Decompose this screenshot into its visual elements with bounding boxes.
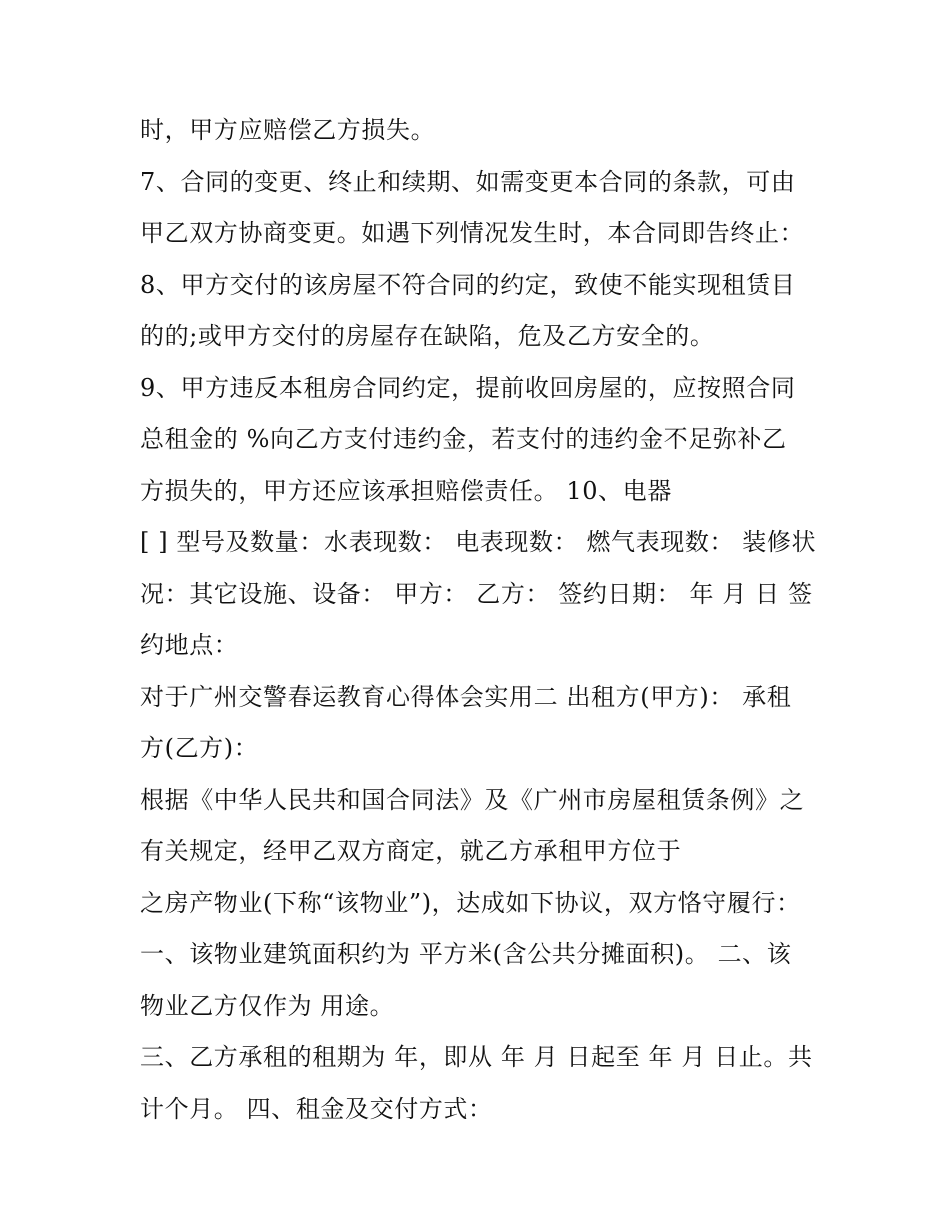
text-line: 7、合同的变更、终止和续期、如需变更本合同的条款，可由 bbox=[140, 167, 796, 196]
text-line: 时，甲方应赔偿乙方损失。 bbox=[140, 116, 436, 144]
text-line: 约地点： bbox=[140, 631, 239, 659]
text-line: 甲乙双方协商变更。如遇下列情况发生时，本合同即告终止： bbox=[140, 219, 805, 247]
text-line: 之房产物业(下称“该物业”)，达成如下协议，双方恪守履行： bbox=[140, 888, 801, 917]
text-line: 物业乙方仅作为 用途。 bbox=[140, 991, 395, 1020]
text-line: 况：其它设施、设备： 甲方： 乙方： 签约日期： 年 月 日 签 bbox=[140, 579, 813, 608]
text-line: 8、甲方交付的该房屋不符合同的约定，致使不能实现租赁目 bbox=[140, 270, 796, 299]
text-line: 有关规定，经甲乙双方商定，就乙方承租甲方位于 bbox=[140, 837, 682, 865]
text-line: 根据《中华人民共和国合同法》及《广州市房屋租赁条例》之 bbox=[140, 785, 805, 814]
text-line: [ ] 型号及数量：水表现数： 电表现数： 燃气表现数： 装修状 bbox=[140, 528, 817, 556]
text-line: 总租金的 %向乙方支付违约金，若支付的违约金不足弥补乙 bbox=[140, 425, 787, 453]
contract-text bbox=[140, 105, 820, 1135]
text-line: 一、该物业建筑面积约为 平方米(含公共分摊面积)。 二、该 bbox=[140, 940, 792, 968]
text-line: 计个月。 四、租金及交付方式： bbox=[140, 1094, 493, 1123]
text-line: 对于广州交警春运教育心得体会实用二 出租方(甲方)： 承租 bbox=[140, 682, 792, 711]
text-line: 的的;或甲方交付的房屋存在缺陷，危及乙方安全的。 bbox=[140, 322, 715, 350]
text-line: 三、乙方承租的租期为 年，即从 年 月 日起至 年 月 日止。共 bbox=[140, 1043, 813, 1071]
text-line: 9、甲方违反本租房合同约定，提前收回房屋的，应按照合同 bbox=[140, 373, 796, 402]
text-line: 方(乙方)： bbox=[140, 734, 259, 762]
text-line: 方损失的，甲方还应该承担赔偿责任。 10、电器 bbox=[140, 476, 672, 505]
